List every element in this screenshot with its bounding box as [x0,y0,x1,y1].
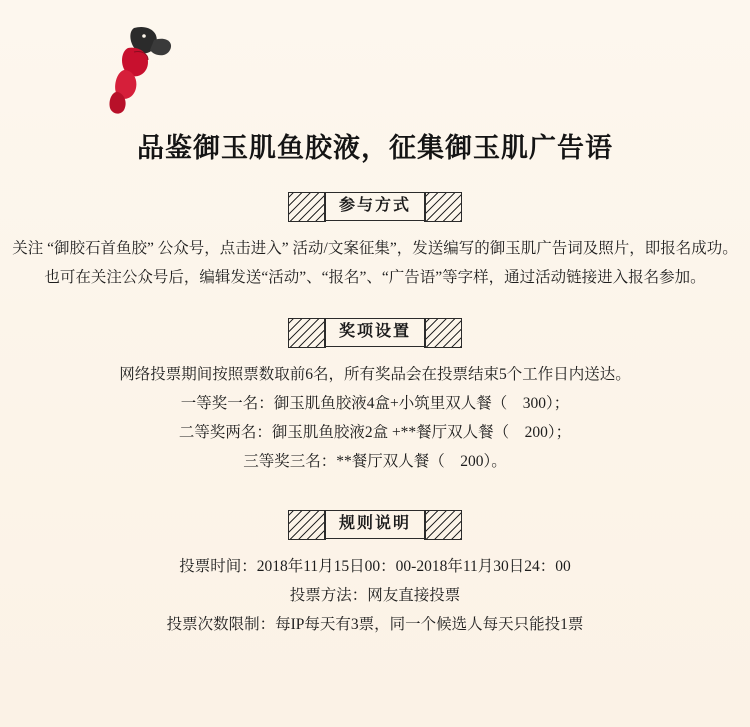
hatch-left-decoration [288,318,326,348]
section-body [0,234,750,292]
koi-fish-icon [104,22,182,118]
body-line: 也可在关注公众号后，编辑发送“活动”、“报名”、“广告语”等字样，通过活动链接进入报名参加。 [44,269,706,286]
section-prize [0,318,750,476]
section-heading-badge [324,192,426,220]
hatch-left-decoration [288,192,326,222]
body-line: 网络投票期间按照票数取前6名，所有奖品会在投票结束5个工作日内送达。 [119,366,631,383]
body-line: 投票方法：网友直接投票 [289,587,461,604]
section-heading-label: 参与方式 [324,192,426,221]
section-heading-label: 奖项设置 [324,318,426,347]
body-line: 关注 “御胶石首鱼胶” 公众号，点击进入” 活动/文案征集”，发送编写的御玉肌广告词及照片，即报名成功。 [12,240,738,257]
body-line: 三等奖三名：**餐厅双人餐（ 200）。 [243,453,507,470]
body-line: 投票时间：2018年11月15日00：00-2018年11月30日24：00 [179,558,571,575]
section-join [0,192,750,292]
body-line: 一等奖一名：御玉肌鱼胶液4盒+小筑里双人餐（ 300）； [180,395,570,412]
section-body [0,360,750,476]
section-heading-label: 规则说明 [324,510,426,539]
page-title: 品鉴御玉肌鱼胶液，征集御玉肌广告语 [137,133,613,163]
body-line: 投票次数限制：每IP每天有3票，同一个候选人每天只能投1票 [166,616,584,633]
hatch-right-decoration [424,318,462,348]
section-heading-badge [324,318,426,346]
hatch-left-decoration [288,510,326,540]
hatch-right-decoration [424,510,462,540]
hatch-right-decoration [424,192,462,222]
section-body [0,552,750,639]
body-line: 二等奖两名：御玉肌鱼胶液2盒 +**餐厅双人餐（ 200）； [178,424,572,441]
section-heading-badge [324,510,426,538]
section-rules [0,510,750,639]
